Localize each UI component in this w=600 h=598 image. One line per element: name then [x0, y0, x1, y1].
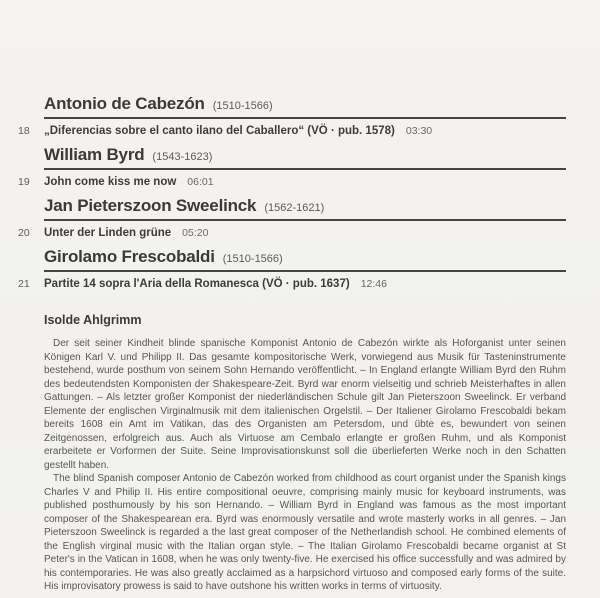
track-duration: 06:01 [187, 176, 214, 188]
track-number: 18 [18, 125, 30, 137]
composer-heading [44, 145, 566, 170]
composer-heading [44, 94, 566, 119]
composer-heading [44, 196, 566, 221]
composer-section-cabezon [18, 94, 566, 145]
composer-name: Antonio de Cabezón [44, 94, 205, 113]
composer-dates: (1562-1621) [264, 202, 325, 214]
composer-section-frescobaldi [18, 247, 566, 298]
track-number: 19 [18, 176, 30, 188]
track-number: 20 [18, 227, 30, 239]
track-title: „Diferencias sobre el canto ilano del Caballero“ (VÖ · pub. 1578) [44, 125, 395, 137]
track-duration: 12:46 [360, 278, 387, 290]
composer-section-byrd [18, 145, 566, 196]
track-row [18, 119, 566, 145]
composer-name: Jan Pieterszoon Sweelinck [44, 196, 257, 215]
composer-dates: (1510-1566) [222, 253, 283, 265]
performer-name: Isolde Ahlgrimm [44, 313, 142, 327]
composer-heading [44, 247, 566, 272]
track-row [18, 221, 566, 247]
track-row [18, 272, 566, 298]
liner-notes-german: Der seit seiner Kindheit blinde spanische Komponist Antonio de Cabezón wirkte als Hoforganist unter seinen Königen Karl V. und Philipp II. Das gesamte kompositorische Werk, vorwiegend aus Musik für Tasteninstrumente bestehend, wurde posthum von seinem Sohn Hernando veröffentlicht. – In England erlangte William Byrd den Ruhm des bedeutendsten Komponisten der Shakespeare-Zeit. Byrd war enorm vielseitig und schrieb Meisterhaftes in allen Gattungen. – Als letzter großer Komponist der niederländischen Schule gilt Jan Pieterszoon Sweelinck. Er verband Elemente der englischen Virginalmusik mit dem italienischen Orgelstil. – Der Italiener Girolamo Frescobaldi bekam bereits 1608 ein Amt im Vatikan, das des Organisten am Petersdom, und übte es, bewundert von seinen Zeitgenossen, erfolgreich aus. Auch als Virtuose am Cembalo erlangte er großen Ruhm, und als Komponist erarbeitete er Vorformen der Suite. Seine Improvisationskunst soll die überlieferten Werke noch in den Schatten gestellt haben. [44, 338, 566, 471]
track-duration: 03:30 [405, 125, 433, 137]
track-title: Partite 14 sopra l'Aria della Romanesca (VÖ · pub. 1637) [44, 278, 350, 290]
track-duration: 05:20 [182, 227, 209, 239]
composer-name: Girolamo Frescobaldi [44, 247, 215, 266]
composer-section-sweelinck [18, 196, 566, 247]
liner-notes-english: The blind Spanish composer Antonio de Cabezón worked from childhood as court organist under the Spanish kings Charles V and Philip II. His entire compositional oeuvre, comprising mainly music for keyboard instruments, was published posthumously by his son Hernando. – William Byrd in England was famous as the most important composer of the Shakespearean era. Byrd was enormously versatile and wrote masterly works in all genres. – Jan Pieterszoon Sweelinck is regarded a the last great composer of the Netherlandish school. He combined elements of the English virginal music with the Italian organ style. – The Italian Girolamo Frescobaldi became organist at St Peter's in the Vatican in 1608, when he was only twenty-five. He exercised his office successfully and was admired by his contemporaries. He was also greatly acclaimed as a harpsichord virtuoso and composed early forms of the suite. His improvisatory prowess is said to have outshone his written works in terms of virtuosity. [44, 473, 566, 592]
composer-name: William Byrd [44, 145, 145, 164]
track-number: 21 [18, 278, 30, 290]
track-title: Unter der Linden grüne [44, 227, 172, 239]
composer-dates: (1510-1566) [212, 100, 273, 112]
composer-dates: (1543-1623) [152, 151, 213, 163]
track-title: John come kiss me now [44, 176, 177, 188]
track-row [18, 170, 566, 196]
booklet-content [18, 94, 566, 594]
